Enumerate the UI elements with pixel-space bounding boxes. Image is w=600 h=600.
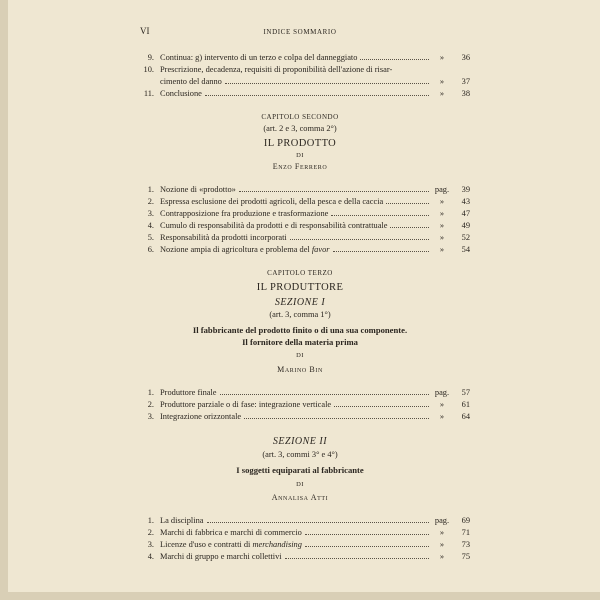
toc-entry (136, 184, 470, 196)
entry-number: 10. (143, 65, 154, 74)
entry-number: 3. (147, 209, 154, 218)
entry-page: 49 (461, 221, 470, 230)
dot-leader (205, 95, 429, 96)
dot-leader (207, 522, 430, 523)
section-label: SEZIONE I (274, 297, 326, 308)
section-subtitle: Il fornitore della materia prima (242, 337, 358, 347)
entry-number: 2. (147, 528, 154, 537)
chapter-title: IL PRODUTTORE (256, 282, 344, 293)
entry-page: 57 (461, 388, 470, 397)
entry-title: Marchi di fabbrica e marchi di commercio (160, 528, 302, 537)
entry-number: 9. (147, 53, 154, 62)
entry-title: Nozione di «prodotto» (160, 185, 236, 194)
dot-leader (333, 251, 429, 252)
entry-title: Produttore finale (160, 388, 217, 397)
dot-leader (225, 83, 429, 84)
entry-title: Continua: g) intervento di un terzo e colpa del danneggiato (160, 53, 358, 62)
dot-leader (290, 239, 429, 240)
dot-leader (305, 546, 429, 547)
entry-title: Produttore parziale o di fase: integrazione verticale (160, 400, 332, 409)
toc-entry (136, 52, 470, 64)
entry-mark: » (439, 197, 445, 206)
section-subtitle: I soggetti equiparati al fabbricante (236, 465, 364, 475)
entry-number: 3. (147, 540, 154, 549)
dot-leader (360, 59, 429, 60)
entry-page: 37 (461, 77, 470, 86)
toc-entry (136, 232, 470, 244)
chapter-author: Enzo Ferrero (272, 162, 328, 171)
entry-mark: pag. (434, 388, 450, 397)
by-label: DI (296, 481, 304, 488)
dot-leader (331, 215, 429, 216)
entry-page: 69 (461, 516, 470, 525)
entry-number: 2. (147, 197, 154, 206)
toc-entry (136, 220, 470, 232)
entry-mark: pag. (434, 185, 450, 194)
entry-page: 43 (461, 197, 470, 206)
entry-number: 2. (147, 400, 154, 409)
entry-number: 1. (147, 185, 154, 194)
entry-title: Responsabilità da prodotti incorporati (160, 233, 287, 242)
entry-page: 64 (461, 412, 470, 421)
entry-number: 5. (147, 233, 154, 242)
entry-title (160, 244, 330, 256)
entry-mark: » (439, 221, 445, 230)
entry-title (160, 539, 302, 551)
toc-entry (136, 88, 470, 100)
toc-entry (136, 539, 470, 551)
section-author: Marino Bin (277, 365, 323, 374)
entry-page: 75 (461, 552, 470, 561)
entry-mark: pag. (434, 516, 450, 525)
entry-title: Contrapposizione fra produzione e trasformazione (160, 209, 329, 218)
entry-number: 11. (143, 89, 154, 98)
entry-number: 1. (147, 388, 154, 397)
toc-entry (136, 387, 470, 399)
entry-number: 6. (147, 245, 154, 254)
entry-page: 36 (461, 53, 470, 62)
entry-mark: » (439, 209, 445, 218)
by-label: DI (296, 352, 304, 359)
entry-title: Conclusione (160, 89, 202, 98)
page-number-roman: VI (140, 26, 150, 36)
running-title: INDICE SOMMARIO (263, 28, 337, 36)
entry-mark: » (439, 540, 445, 549)
entry-title: Integrazione orizzontale (160, 412, 242, 421)
chapter-articles: (art. 2 e 3, comma 2°) (263, 124, 337, 133)
section-articles: (art. 3, comma 1°) (269, 310, 331, 319)
entry-title: Prescrizione, decadenza, requisiti di proponibilità dell'azione di risar- (160, 65, 393, 74)
entry-mark: » (439, 412, 445, 421)
entry-number: 4. (147, 552, 154, 561)
entry-mark: » (439, 400, 445, 409)
entry-number: 1. (147, 516, 154, 525)
chapter-title: IL PRODOTTO (263, 138, 337, 149)
entry-page: 38 (461, 89, 470, 98)
dot-leader (285, 558, 429, 559)
entry-mark: » (439, 245, 445, 254)
toc-entry (136, 515, 470, 527)
chapter-heading: CAPITOLO TERZO (267, 269, 333, 277)
entry-title: Cumulo di responsabilità da prodotti e di responsabilità contrattuale (160, 221, 388, 230)
entry-page: 47 (461, 209, 470, 218)
entry-mark: » (439, 53, 445, 62)
toc-entry (136, 208, 470, 220)
entry-page: 54 (461, 245, 470, 254)
section-articles: (art. 3, commi 3° e 4°) (262, 450, 338, 459)
entry-page: 52 (461, 233, 470, 242)
entry-page: 73 (461, 540, 470, 549)
chapter-heading: CAPITOLO SECONDO (261, 113, 339, 121)
toc-entry (136, 551, 470, 563)
toc-entry (136, 244, 470, 256)
entry-number: 4. (147, 221, 154, 230)
dot-leader (239, 191, 429, 192)
entry-mark: » (439, 77, 445, 86)
toc-entry-continuation (136, 76, 470, 88)
entry-page: 61 (461, 400, 470, 409)
entry-title: Marchi di gruppo e marchi collettivi (160, 552, 282, 561)
entry-title-italic: merchandising (252, 540, 302, 549)
entry-title-text: Nozione ampia di agricoltura e problema del (160, 245, 312, 254)
entry-mark: » (439, 89, 445, 98)
entry-number: 3. (147, 412, 154, 421)
dot-leader (390, 227, 429, 228)
toc-entry (136, 527, 470, 539)
dot-leader (334, 406, 429, 407)
entry-mark: » (439, 233, 445, 242)
toc-entry (136, 196, 470, 208)
entry-title-text: Licenze d'uso e contratti di (160, 540, 253, 549)
dot-leader (220, 394, 429, 395)
toc-entry (136, 411, 470, 423)
dot-leader (305, 534, 429, 535)
section-subtitle: Il fabbricante del prodotto finito o di una sua componente. (192, 325, 408, 335)
entry-page: 71 (461, 528, 470, 537)
dot-leader (244, 418, 429, 419)
entry-title-italic: favor (311, 245, 330, 254)
section-author: Annalisa Atti (271, 493, 329, 502)
by-label: DI (296, 152, 304, 159)
toc-entry (136, 399, 470, 411)
entry-title: Espressa esclusione dei prodotti agricoli, della pesca e della caccia (160, 197, 384, 206)
entry-title-continued: cimento del danno (160, 77, 222, 86)
entry-title: La disciplina (160, 516, 204, 525)
section-label: SEZIONE II (272, 436, 328, 447)
toc-entry (136, 64, 470, 76)
entry-mark: » (439, 528, 445, 537)
entry-page: 39 (461, 185, 470, 194)
dot-leader (386, 203, 429, 204)
entry-mark: » (439, 552, 445, 561)
